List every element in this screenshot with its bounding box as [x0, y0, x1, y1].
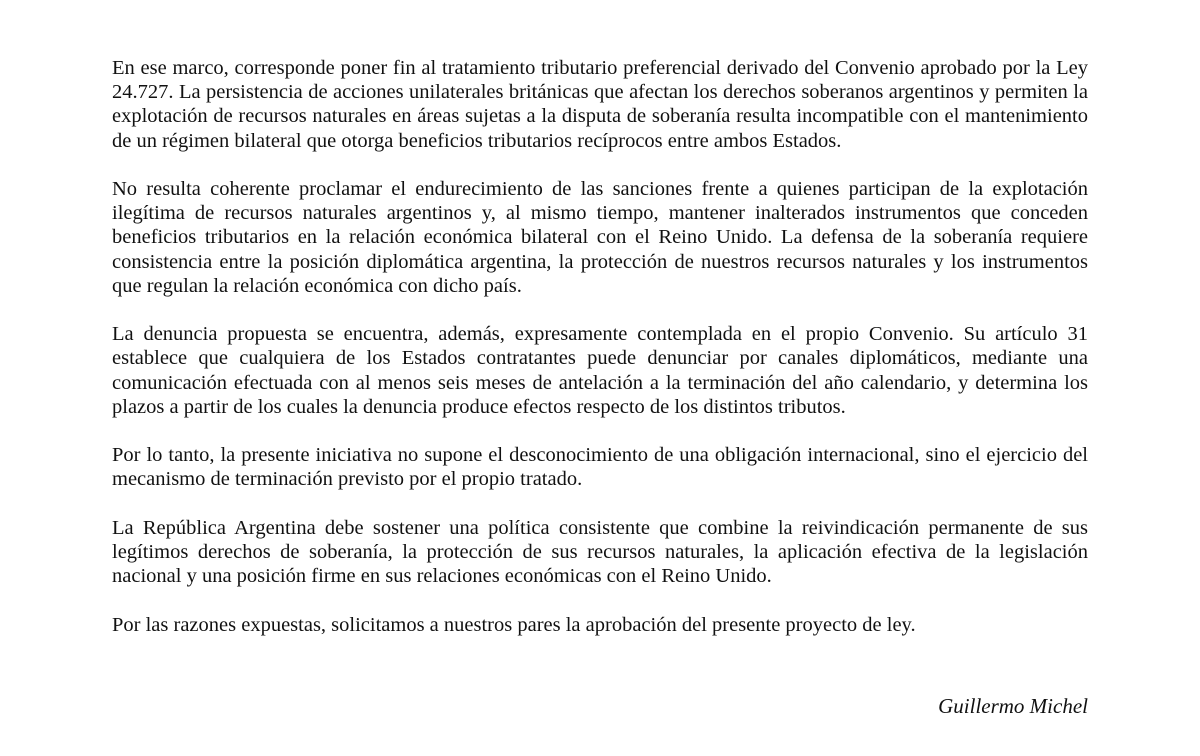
paragraph-6: Por las razones expuestas, solicitamos a nuestros pares la aprobación del presente proyecto de ley. — [112, 613, 916, 636]
paragraph-2: No resulta coherente proclamar el endurecimiento de las sanciones frente a quienes participan de la explotación ilegítima de recursos naturales argentinos y, al mismo tiempo, mantener inalterados instrumentos que conceden beneficios tributarios en la relación económica bilateral con el Reino Unido. La defensa de la soberanía requiere consistencia entre la posición diplomática argentina, la protección de nuestros recursos naturales y los instrumentos que regulan la relación económica con dicho país. — [112, 178, 1088, 297]
document-body — [112, 56, 1088, 661]
paragraph-3: La denuncia propuesta se encuentra, además, expresamente contemplada en el propio Convenio. Su artículo 31 establece que cualquiera de los Estados contratantes puede denunciar por canales diplomáticos, mediante una comunicación efectuada con al menos seis meses de antelación a la terminación del año calendario, y determina los plazos a partir de los cuales la denuncia produce efectos respecto de los distintos tributos. — [112, 323, 1088, 418]
paragraph-4: Por lo tanto, la presente iniciativa no supone el desconocimiento de una obligación internacional, sino el ejercicio del mecanismo de terminación previsto por el propio tratado. — [112, 444, 1088, 491]
paragraph-1: En ese marco, corresponde poner fin al tratamiento tributario preferencial derivado del Convenio aprobado por la Ley 24.727. La persistencia de acciones unilaterales británicas que afectan los derechos soberanos argentinos y permiten la explotación de recursos naturales en áreas sujetas a la disputa de soberanía resulta incompatible con el mantenimiento de un régimen bilateral que otorga beneficios tributarios recíprocos entre ambos Estados. — [112, 57, 1088, 152]
paragraph-5: La República Argentina debe sostener una política consistente que combine la reivindicación permanente de sus legítimos derechos de soberanía, la protección de sus recursos naturales, la aplicación efectiva de la legislación nacional y una posición firme en sus relaciones económicas con el Reino Unido. — [112, 516, 1088, 588]
signature-name: Guillermo Michel — [938, 694, 1088, 718]
